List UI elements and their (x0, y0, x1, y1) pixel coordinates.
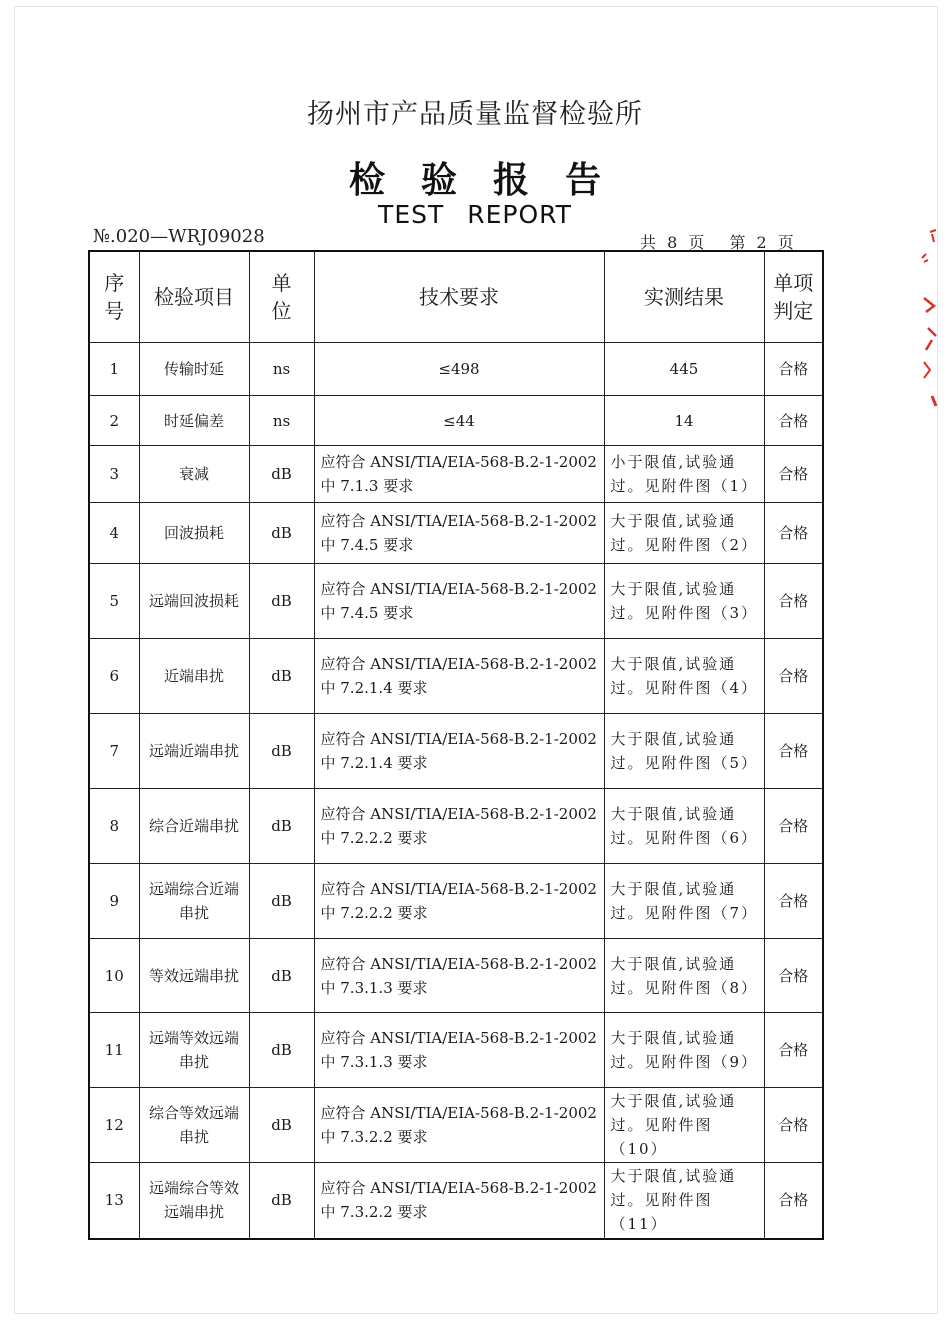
test-item: 综合近端串扰 (139, 789, 249, 864)
verdict: 合格 (764, 1013, 823, 1088)
requirement-line: 中 7.4.5 要求 (320, 604, 414, 622)
requirement-line: 中 7.3.1.3 要求 (320, 978, 428, 997)
unit: ns (249, 343, 314, 396)
verdict: 合格 (764, 396, 823, 446)
row-number: 3 (89, 446, 139, 503)
result-line: 过。见附件图（6） (610, 829, 759, 847)
test-item: 远端综合等效远端串扰 (139, 1163, 249, 1239)
result-line: 大于限值,试验通 (610, 805, 737, 823)
technical-requirement (314, 564, 604, 639)
requirement-line: 应符合 ANSI/TIA/EIA-568-B.2-1-2002 (320, 730, 597, 748)
test-item: 近端串扰 (139, 639, 249, 714)
result-line: 大于限值,试验通 (610, 1167, 737, 1186)
technical-requirement (314, 1163, 604, 1239)
unit: dB (249, 789, 314, 864)
technical-requirement (314, 864, 604, 939)
organization-name: 扬州市产品质量监督检验所 (307, 99, 643, 130)
row-number: 10 (89, 939, 139, 1013)
requirement-line: 中 7.2.2.2 要求 (320, 904, 428, 922)
result-line: 过。见附件图（3） (610, 604, 759, 622)
test-item: 远端近端串扰 (139, 714, 249, 789)
row-number: 12 (89, 1088, 139, 1163)
table-row (89, 714, 823, 789)
result-line: 过。见附件图（8） (610, 978, 759, 997)
row-number: 7 (89, 714, 139, 789)
row-number: 9 (89, 864, 139, 939)
table-row (89, 503, 823, 564)
requirement-line: 中 7.3.2.2 要求 (320, 1203, 428, 1222)
verdict: 合格 (764, 503, 823, 564)
column-header-item: 检验项目 (139, 251, 249, 343)
test-item: 远端等效远端串扰 (139, 1013, 249, 1088)
table-row (89, 864, 823, 939)
result-line: 小于限值,试验通 (610, 453, 737, 471)
row-number: 2 (89, 396, 139, 446)
seal-stamp-fragment (914, 228, 938, 410)
table-row (89, 639, 823, 714)
unit: dB (249, 714, 314, 789)
measured-result (604, 939, 764, 1013)
unit: dB (249, 939, 314, 1013)
result-line: 过。见附件图（9） (610, 1053, 759, 1071)
result-line: 大于限值,试验通 (610, 655, 737, 673)
requirement-line: 应符合 ANSI/TIA/EIA-568-B.2-1-2002 (320, 880, 597, 898)
verdict: 合格 (764, 789, 823, 864)
requirement-line: 应符合 ANSI/TIA/EIA-568-B.2-1-2002 (320, 580, 597, 598)
column-header-verdict: 单项判定 (764, 251, 823, 343)
table-row (89, 446, 823, 503)
measured-result (604, 864, 764, 939)
result-line: 大于限值,试验通 (610, 1092, 737, 1110)
row-number: 5 (89, 564, 139, 639)
measured-result (604, 1088, 764, 1163)
verdict: 合格 (764, 446, 823, 503)
measured-result (604, 343, 764, 396)
requirement-line: 中 7.1.3 要求 (320, 477, 414, 495)
technical-requirement (314, 396, 604, 446)
technical-requirement (314, 503, 604, 564)
measured-result (604, 564, 764, 639)
verdict: 合格 (764, 864, 823, 939)
table-row (89, 1013, 823, 1088)
unit: dB (249, 564, 314, 639)
unit: dB (249, 1088, 314, 1163)
test-item: 时延偏差 (139, 396, 249, 446)
requirement-line: 应符合 ANSI/TIA/EIA-568-B.2-1-2002 (320, 1029, 597, 1047)
measured-result (604, 789, 764, 864)
verdict: 合格 (764, 1163, 823, 1239)
result-line: 大于限值,试验通 (610, 512, 737, 530)
measured-result (604, 1013, 764, 1088)
report-title-cn: 检验报告 (348, 159, 637, 201)
table-row (89, 1163, 823, 1239)
technical-requirement (314, 1088, 604, 1163)
verdict: 合格 (764, 343, 823, 396)
requirement-line: 应符合 ANSI/TIA/EIA-568-B.2-1-2002 (320, 954, 597, 973)
row-number: 6 (89, 639, 139, 714)
result-line: 过。见附件图（11） (610, 1191, 713, 1234)
table-row (89, 789, 823, 864)
row-number: 1 (89, 343, 139, 396)
measured-result (604, 396, 764, 446)
technical-requirement (314, 789, 604, 864)
row-number: 8 (89, 789, 139, 864)
unit: dB (249, 503, 314, 564)
technical-requirement (314, 446, 604, 503)
requirement-line: ≤44 (443, 411, 475, 430)
result-line: 过。见附件图（4） (610, 679, 759, 697)
technical-requirement (314, 714, 604, 789)
result-line: 大于限值,试验通 (610, 880, 737, 898)
unit: ns (249, 396, 314, 446)
result-line: 过。见附件图（1） (610, 477, 759, 495)
result-line: 过。见附件图（7） (610, 904, 759, 922)
verdict: 合格 (764, 639, 823, 714)
result-line: 过。见附件图（10） (610, 1116, 713, 1158)
column-header-requirement: 技术要求 (314, 251, 604, 343)
result-line: 大于限值,试验通 (610, 580, 737, 598)
page-current: 第 2 页 (729, 233, 794, 252)
unit: dB (249, 1013, 314, 1088)
verdict: 合格 (764, 564, 823, 639)
requirement-line: ≤498 (438, 360, 480, 378)
test-item: 远端回波损耗 (139, 564, 249, 639)
row-number: 4 (89, 503, 139, 564)
test-item: 等效远端串扰 (139, 939, 249, 1013)
table-row (89, 939, 823, 1013)
requirement-line: 应符合 ANSI/TIA/EIA-568-B.2-1-2002 (320, 512, 597, 530)
unit: dB (249, 864, 314, 939)
requirement-line: 中 7.4.5 要求 (320, 536, 414, 554)
table-row (89, 396, 823, 446)
unit: dB (249, 446, 314, 503)
requirement-line: 应符合 ANSI/TIA/EIA-568-B.2-1-2002 (320, 805, 597, 823)
column-header-result: 实测结果 (604, 251, 764, 343)
requirement-line: 中 7.3.1.3 要求 (320, 1053, 428, 1071)
technical-requirement (314, 639, 604, 714)
test-item: 回波损耗 (139, 503, 249, 564)
measured-result (604, 639, 764, 714)
measured-result (604, 446, 764, 503)
result-line: 大于限值,试验通 (610, 730, 737, 748)
result-line: 大于限值,试验通 (610, 954, 737, 973)
result-line: 445 (669, 360, 699, 378)
result-line: 大于限值,试验通 (610, 1029, 737, 1047)
measured-result (604, 503, 764, 564)
page-total: 共 8 页 (640, 233, 705, 252)
table-row (89, 564, 823, 639)
verdict: 合格 (764, 714, 823, 789)
technical-requirement (314, 1013, 604, 1088)
report-title-en: TEST REPORT (378, 200, 572, 229)
requirement-line: 中 7.2.1.4 要求 (320, 754, 428, 772)
test-item: 远端综合近端串扰 (139, 864, 249, 939)
requirement-line: 中 7.2.1.4 要求 (320, 679, 428, 697)
requirement-line: 应符合 ANSI/TIA/EIA-568-B.2-1-2002 (320, 453, 597, 471)
test-item: 传输时延 (139, 343, 249, 396)
result-line: 过。见附件图（5） (610, 754, 759, 772)
requirement-line: 中 7.2.2.2 要求 (320, 829, 428, 847)
table-header-row (89, 251, 823, 343)
row-number: 11 (89, 1013, 139, 1088)
verdict: 合格 (764, 1088, 823, 1163)
measured-result (604, 714, 764, 789)
unit: dB (249, 639, 314, 714)
requirement-line: 应符合 ANSI/TIA/EIA-568-B.2-1-2002 (320, 1104, 597, 1122)
technical-requirement (314, 343, 604, 396)
measured-result (604, 1163, 764, 1239)
row-number: 13 (89, 1163, 139, 1239)
test-results-table (88, 250, 824, 1240)
column-header-no: 序号 (89, 251, 139, 343)
table-row (89, 343, 823, 396)
requirement-line: 应符合 ANSI/TIA/EIA-568-B.2-1-2002 (320, 1179, 597, 1198)
table-row (89, 1088, 823, 1163)
verdict: 合格 (764, 939, 823, 1013)
test-item: 综合等效远端串扰 (139, 1088, 249, 1163)
technical-requirement (314, 939, 604, 1013)
requirement-line: 应符合 ANSI/TIA/EIA-568-B.2-1-2002 (320, 655, 597, 673)
requirement-line: 中 7.3.2.2 要求 (320, 1128, 428, 1146)
result-line: 14 (674, 411, 694, 430)
report-number: №.020—WRJ09028 (93, 226, 265, 247)
unit: dB (249, 1163, 314, 1239)
result-line: 过。见附件图（2） (610, 536, 759, 554)
test-item: 衰减 (139, 446, 249, 503)
column-header-unit: 单位 (249, 251, 314, 343)
